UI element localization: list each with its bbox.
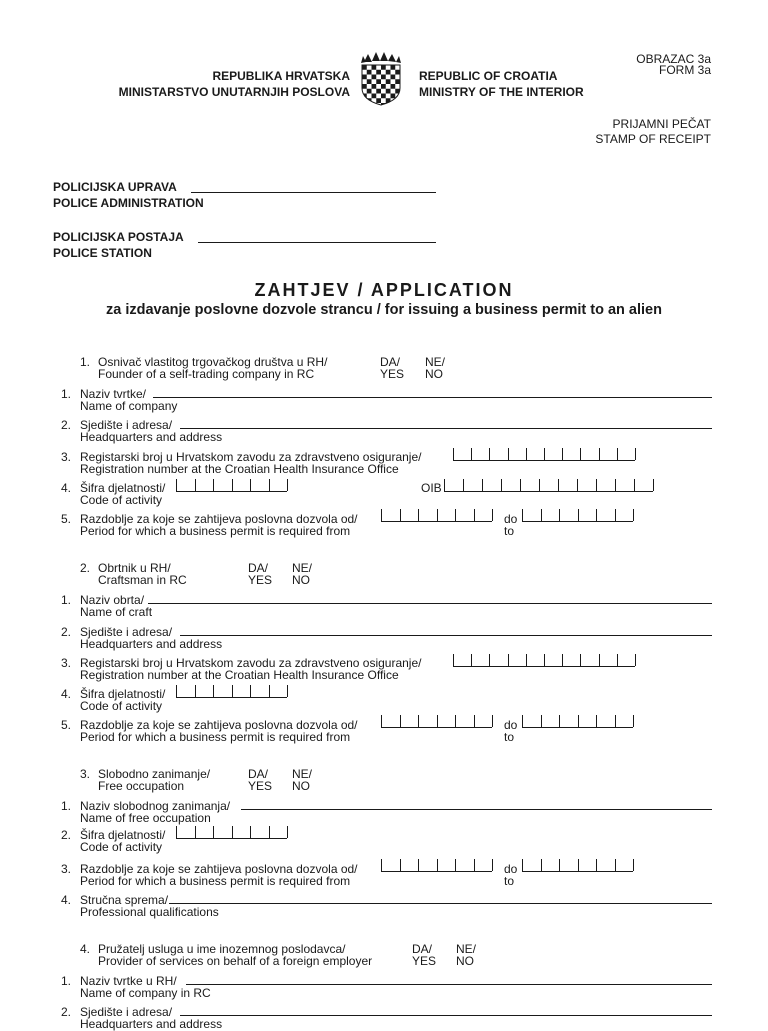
- s3-yes-label: YES: [248, 779, 273, 793]
- char-box-divider: [544, 448, 545, 460]
- char-box-divider: [418, 715, 419, 727]
- s1-reg-label-en: Registration number at the Croatian Health Insurance Office: [80, 462, 399, 476]
- s1-company-name-label-hr: Naziv tvrtke/: [80, 387, 147, 401]
- char-box-divider: [287, 479, 288, 491]
- char-box-divider: [580, 448, 581, 460]
- char-box-divider: [213, 685, 214, 697]
- s4-company-name-field[interactable]: [186, 984, 712, 985]
- s2-activity-label-hr: Šifra djelatnosti/: [80, 687, 166, 701]
- char-box-divider: [437, 715, 438, 727]
- char-box-divider: [558, 479, 559, 491]
- s1-period-label-en: Period for which a business permit is required from: [80, 524, 351, 538]
- s3-activity-code-boxes[interactable]: [176, 826, 287, 839]
- char-box-divider: [492, 715, 493, 727]
- police-station-label-en: POLICE STATION: [53, 246, 152, 260]
- s1-reg-number-boxes[interactable]: [453, 448, 635, 461]
- s1-hq-label-en: Headquarters and address: [80, 430, 223, 444]
- char-box-divider: [596, 859, 597, 871]
- country-en: REPUBLIC OF CROATIA: [419, 69, 558, 83]
- char-box-divider: [541, 859, 542, 871]
- s1-title-hr: Osnivač vlastitog trgovačkog društva u RH/: [98, 355, 328, 369]
- s1-f5-num: 5.: [61, 512, 72, 526]
- s3-title-hr: Slobodno zanimanje/: [98, 767, 211, 781]
- s1-company-name-field[interactable]: [153, 397, 712, 398]
- s3-period-from-boxes[interactable]: [381, 859, 492, 872]
- s2-craft-name-label-hr: Naziv obrta/: [80, 593, 145, 607]
- char-box-divider: [489, 448, 490, 460]
- char-box-divider: [492, 859, 493, 871]
- s1-period-to-label: to: [504, 524, 515, 538]
- char-box-divider: [539, 479, 540, 491]
- char-box-divider: [400, 715, 401, 727]
- s1-no-label: NO: [425, 367, 443, 381]
- s3-qualifications-field[interactable]: [169, 903, 712, 904]
- s2-num: 2.: [80, 561, 91, 575]
- s1-oib-label: OIB: [421, 481, 442, 495]
- ministry-en: MINISTRY OF THE INTERIOR: [419, 85, 584, 99]
- char-box-divider: [633, 715, 634, 727]
- s1-period-label-hr: Razdoblje za koje se zahtijeva poslovna dozvola od/: [80, 512, 358, 526]
- char-box-divider: [520, 479, 521, 491]
- s3-no-label: NO: [292, 779, 310, 793]
- croatian-coat-of-arms-icon: [360, 52, 402, 106]
- s3-occupation-label-en: Name of free occupation: [80, 811, 211, 825]
- s3-period-label-en: Period for which a business permit is required from: [80, 874, 351, 888]
- char-box-divider: [195, 826, 196, 838]
- char-box-divider: [615, 859, 616, 871]
- s4-company-name-label-hr: Naziv tvrtke u RH/: [80, 974, 177, 988]
- s2-period-do-label: do: [504, 718, 518, 732]
- s4-no-label: NO: [456, 954, 474, 968]
- police-station-field[interactable]: [198, 242, 436, 243]
- s1-activity-code-boxes[interactable]: [176, 479, 287, 492]
- s3-no-option[interactable]: NE/: [292, 767, 313, 781]
- char-box-divider: [232, 479, 233, 491]
- char-box-divider: [232, 826, 233, 838]
- s2-hq-label-en: Headquarters and address: [80, 637, 223, 651]
- s2-title-en: Craftsman in RC: [98, 573, 187, 587]
- char-box-divider: [474, 859, 475, 871]
- char-box-divider: [559, 509, 560, 521]
- s2-period-to-label: to: [504, 730, 515, 744]
- police-admin-label-hr: POLICIJSKA UPRAVA: [53, 180, 177, 194]
- char-box-divider: [463, 479, 464, 491]
- s2-f1-num: 1.: [61, 593, 72, 607]
- s4-yes-label: YES: [412, 954, 437, 968]
- char-box-divider: [287, 826, 288, 838]
- char-box-divider: [617, 448, 618, 460]
- s2-period-label-en: Period for which a business permit is required from: [80, 730, 351, 744]
- s2-hq-field[interactable]: [180, 635, 712, 636]
- s3-qualifications-label-en: Professional qualifications: [80, 905, 219, 919]
- s2-period-from-boxes[interactable]: [381, 715, 492, 728]
- char-box-divider: [633, 509, 634, 521]
- char-box-divider: [541, 509, 542, 521]
- s1-f4-num: 4.: [61, 481, 72, 495]
- s1-hq-label-hr: Sjedište i adresa/: [80, 418, 173, 432]
- char-box-divider: [541, 715, 542, 727]
- s1-no-option[interactable]: NE/: [425, 355, 446, 369]
- char-box-divider: [526, 654, 527, 666]
- s3-occupation-field[interactable]: [241, 809, 712, 810]
- char-box-divider: [599, 448, 600, 460]
- char-box-divider: [400, 509, 401, 521]
- char-box-divider: [578, 715, 579, 727]
- s2-period-to-boxes[interactable]: [522, 715, 633, 728]
- char-box-divider: [489, 654, 490, 666]
- char-box-divider: [269, 826, 270, 838]
- char-box-divider: [474, 509, 475, 521]
- s4-title-hr: Pružatelj usluga u ime inozemnog poslodavca/: [98, 942, 346, 956]
- s2-f2-num: 2.: [61, 625, 72, 639]
- police-station-label-hr: POLICIJSKA POSTAJA: [53, 230, 184, 244]
- form-code-hr: OBRAZAC 3a: [636, 52, 711, 66]
- char-box-divider: [617, 654, 618, 666]
- s1-f3-num: 3.: [61, 450, 72, 464]
- char-box-divider: [455, 859, 456, 871]
- s3-title-en: Free occupation: [98, 779, 185, 793]
- char-box-divider: [474, 715, 475, 727]
- char-box-divider: [562, 448, 563, 460]
- s4-no-option[interactable]: NE/: [456, 942, 477, 956]
- char-box-divider: [269, 479, 270, 491]
- char-box-divider: [250, 826, 251, 838]
- char-box-divider: [653, 479, 654, 491]
- char-box-divider: [635, 448, 636, 460]
- s1-company-name-label-en: Name of company: [80, 399, 178, 413]
- s3-period-to-label: to: [504, 874, 515, 888]
- s2-craft-name-field[interactable]: [148, 603, 712, 604]
- char-box-divider: [559, 859, 560, 871]
- char-box-divider: [195, 479, 196, 491]
- char-box-divider: [596, 715, 597, 727]
- char-box-divider: [232, 685, 233, 697]
- s3-f2-num: 2.: [61, 828, 72, 842]
- char-box-divider: [455, 509, 456, 521]
- char-box-divider: [455, 715, 456, 727]
- char-box-divider: [615, 479, 616, 491]
- char-box-divider: [492, 509, 493, 521]
- s1-yes-label: YES: [380, 367, 405, 381]
- stamp-label-hr: PRIJAMNI PEČAT: [612, 117, 711, 131]
- s3-f4-num: 4.: [61, 893, 72, 907]
- char-box-divider: [437, 509, 438, 521]
- s4-f2-num: 2.: [61, 1005, 72, 1019]
- s2-yes-label: YES: [248, 573, 273, 587]
- s3-activity-label-hr: Šifra djelatnosti/: [80, 828, 166, 842]
- s4-hq-label-en: Headquarters and address: [80, 1017, 223, 1031]
- s2-reg-label-hr: Registarski broj u Hrvatskom zavodu za zdravstveno osiguranje/: [80, 656, 422, 670]
- s3-f3-num: 3.: [61, 862, 72, 876]
- char-box-divider: [580, 654, 581, 666]
- char-box-divider: [418, 859, 419, 871]
- s1-period-to-boxes[interactable]: [522, 509, 633, 522]
- char-box-divider: [213, 826, 214, 838]
- char-box-divider: [615, 509, 616, 521]
- char-box-divider: [578, 509, 579, 521]
- s3-period-to-boxes[interactable]: [522, 859, 633, 872]
- form-code-en: FORM 3a: [658, 63, 711, 77]
- page-subtitle: za izdavanje poslovne dozvole strancu / for issuing a business permit to an alien: [106, 302, 662, 318]
- country-hr: REPUBLIKA HRVATSKA: [212, 69, 350, 83]
- char-box-divider: [195, 685, 196, 697]
- char-box-divider: [437, 859, 438, 871]
- s4-title-en: Provider of services on behalf of a foreign employer: [98, 954, 373, 968]
- s2-craft-name-label-en: Name of craft: [80, 605, 153, 619]
- char-box-divider: [269, 685, 270, 697]
- s1-reg-label-hr: Registarski broj u Hrvatskom zavodu za zdravstveno osiguranje/: [80, 450, 422, 464]
- s1-yes-option[interactable]: DA/: [380, 355, 401, 369]
- char-box-divider: [559, 715, 560, 727]
- char-box-divider: [615, 715, 616, 727]
- s1-period-do-label: do: [504, 512, 518, 526]
- s2-no-option[interactable]: NE/: [292, 561, 313, 575]
- police-admin-field[interactable]: [191, 192, 436, 193]
- s3-occupation-label-hr: Naziv slobodnog zanimanja/: [80, 799, 231, 813]
- s2-yes-option[interactable]: DA/: [248, 561, 269, 575]
- police-admin-label-en: POLICE ADMINISTRATION: [53, 196, 204, 210]
- ministry-hr: MINISTARSTVO UNUTARNJIH POSLOVA: [118, 85, 350, 99]
- s3-activity-label-en: Code of activity: [80, 840, 163, 854]
- s1-activity-label-en: Code of activity: [80, 493, 163, 507]
- char-box-divider: [508, 448, 509, 460]
- char-box-divider: [482, 479, 483, 491]
- s1-period-from-boxes[interactable]: [381, 509, 492, 522]
- s3-period-label-hr: Razdoblje za koje se zahtijeva poslovna dozvola od/: [80, 862, 358, 876]
- char-box-divider: [578, 859, 579, 871]
- char-box-divider: [596, 509, 597, 521]
- s2-f3-num: 3.: [61, 656, 72, 670]
- s2-no-label: NO: [292, 573, 310, 587]
- page-title: ZAHTJEV / APPLICATION: [254, 280, 514, 300]
- s3-qualifications-label-hr: Stručna sprema/: [80, 893, 169, 907]
- char-box-divider: [562, 654, 563, 666]
- s2-reg-label-en: Registration number at the Croatian Health Insurance Office: [80, 668, 399, 682]
- s2-title-hr: Obrtnik u RH/: [98, 561, 171, 575]
- char-box-divider: [633, 859, 634, 871]
- char-box-divider: [634, 479, 635, 491]
- char-box-divider: [596, 479, 597, 491]
- char-box-divider: [287, 685, 288, 697]
- s4-num: 4.: [80, 942, 91, 956]
- s3-f1-num: 1.: [61, 799, 72, 813]
- s2-f4-num: 4.: [61, 687, 72, 701]
- s1-hq-field[interactable]: [180, 428, 712, 429]
- s2-f5-num: 5.: [61, 718, 72, 732]
- s4-company-name-label-en: Name of company in RC: [80, 986, 211, 1000]
- char-box-divider: [471, 654, 472, 666]
- s2-activity-code-boxes[interactable]: [176, 685, 287, 698]
- char-box-divider: [501, 479, 502, 491]
- s2-activity-label-en: Code of activity: [80, 699, 163, 713]
- s1-activity-label-hr: Šifra djelatnosti/: [80, 481, 166, 495]
- char-box-divider: [508, 654, 509, 666]
- char-box-divider: [213, 479, 214, 491]
- s4-hq-field[interactable]: [180, 1015, 712, 1016]
- char-box-divider: [418, 509, 419, 521]
- s1-oib-boxes[interactable]: [444, 479, 653, 492]
- char-box-divider: [526, 448, 527, 460]
- char-box-divider: [544, 654, 545, 666]
- s3-yes-option[interactable]: DA/: [248, 767, 269, 781]
- char-box-divider: [599, 654, 600, 666]
- char-box-divider: [577, 479, 578, 491]
- s3-num: 3.: [80, 767, 91, 781]
- s1-f1-num: 1.: [61, 387, 72, 401]
- stamp-label-en: STAMP OF RECEIPT: [595, 132, 711, 146]
- s4-f1-num: 1.: [61, 974, 72, 988]
- s2-reg-number-boxes[interactable]: [453, 654, 635, 667]
- char-box-divider: [250, 479, 251, 491]
- char-box-divider: [635, 654, 636, 666]
- s1-title-en: Founder of a self-trading company in RC: [98, 367, 315, 381]
- char-box-divider: [400, 859, 401, 871]
- s2-hq-label-hr: Sjedište i adresa/: [80, 625, 173, 639]
- char-box-divider: [250, 685, 251, 697]
- char-box-divider: [471, 448, 472, 460]
- s2-period-label-hr: Razdoblje za koje se zahtijeva poslovna dozvola od/: [80, 718, 358, 732]
- s3-period-do-label: do: [504, 862, 518, 876]
- s4-yes-option[interactable]: DA/: [412, 942, 433, 956]
- s1-num: 1.: [80, 355, 91, 369]
- s1-f2-num: 2.: [61, 418, 72, 432]
- s4-hq-label-hr: Sjedište i adresa/: [80, 1005, 173, 1019]
